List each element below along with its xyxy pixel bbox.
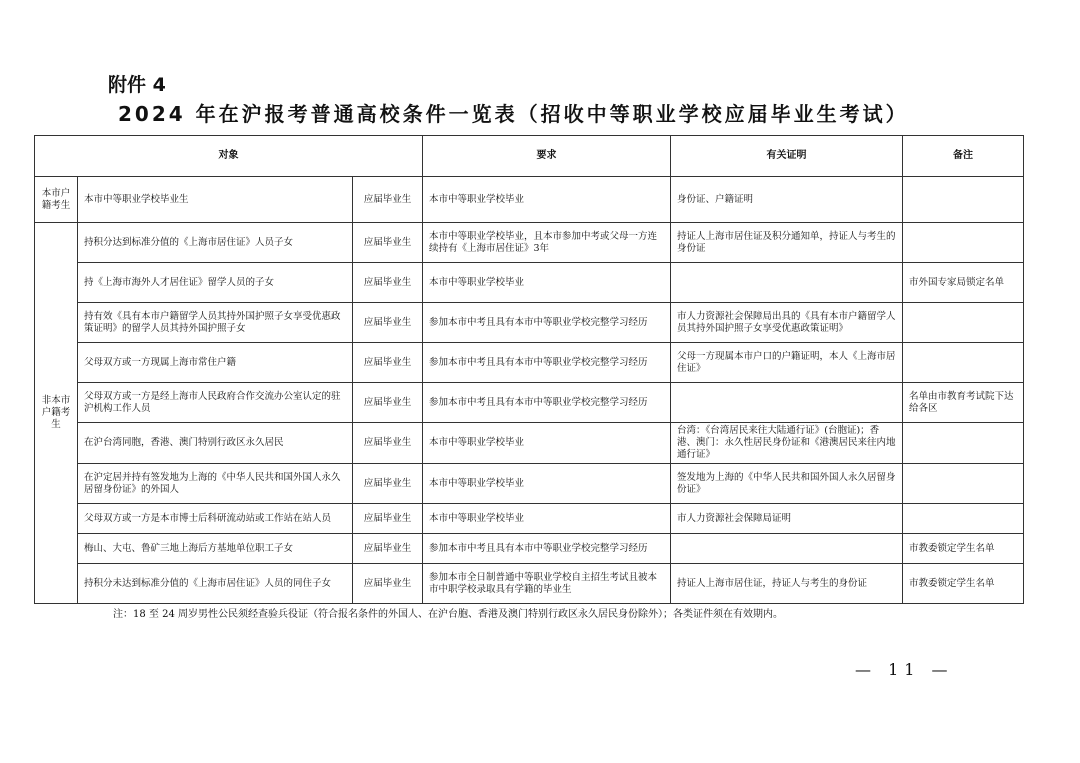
- cell-status: 应届毕业生: [353, 564, 423, 604]
- cell-requirement: 参加本市中考且具有本市中等职业学校完整学习经历: [423, 303, 671, 343]
- attachment-label: 附件 4: [108, 74, 166, 96]
- cell-target: 本市中等职业学校毕业生: [78, 177, 353, 223]
- page-number: — 11 —: [855, 660, 954, 679]
- cell-proof: 台湾：《台湾居民来往大陆通行证》(台胞证)；香港、澳门：永久性居民身份证和《港澳居民来往内地通行证》: [671, 423, 903, 464]
- cell-requirement: 本市中等职业学校毕业: [423, 504, 671, 534]
- table-row: [35, 534, 1024, 564]
- cell-status: 应届毕业生: [353, 343, 423, 383]
- cell-requirement: 本市中等职业学校毕业: [423, 423, 671, 464]
- cell-proof: 持证人上海市居住证，持证人与考生的身份证: [671, 564, 903, 604]
- table-row: [35, 223, 1024, 263]
- cell-remark: 市教委锁定学生名单: [903, 564, 1024, 604]
- cell-target: 父母双方或一方是本市博士后科研流动站或工作站在站人员: [78, 504, 353, 534]
- cell-proof: [671, 263, 903, 303]
- table-row: [35, 464, 1024, 504]
- cell-remark: [903, 177, 1024, 223]
- table-row: [35, 383, 1024, 423]
- cell-target: 父母双方或一方是经上海市人民政府合作交流办公室认定的驻沪机构工作人员: [78, 383, 353, 423]
- column-header-proof: 有关证明: [671, 136, 903, 177]
- conditions-table: [34, 135, 1024, 604]
- cell-requirement: 参加本市全日制普通中等职业学校自主招生考试且被本市中职学校录取具有学籍的毕业生: [423, 564, 671, 604]
- column-header-remark: 备注: [903, 136, 1024, 177]
- cell-proof: 持证人上海市居住证及积分通知单，持证人与考生的身份证: [671, 223, 903, 263]
- cell-target: 持积分未达到标准分值的《上海市居住证》人员的同住子女: [78, 564, 353, 604]
- cell-status: 应届毕业生: [353, 534, 423, 564]
- cell-proof: 市人力资源社会保障局出具的《具有本市户籍留学人员其持外国护照子女享受优惠政策证明》: [671, 303, 903, 343]
- cell-proof: 身份证、户籍证明: [671, 177, 903, 223]
- cell-remark: [903, 223, 1024, 263]
- table-row: [35, 564, 1024, 604]
- group-label-local: 本市户籍考生: [35, 177, 78, 223]
- cell-requirement: 参加本市中考且具有本市中等职业学校完整学习经历: [423, 534, 671, 564]
- cell-remark: 名单由市教育考试院下达给各区: [903, 383, 1024, 423]
- cell-status: 应届毕业生: [353, 223, 423, 263]
- table-row: [35, 303, 1024, 343]
- page-title: 2024 年在沪报考普通高校条件一览表（招收中等职业学校应届毕业生考试）: [118, 102, 909, 126]
- table-row: [35, 263, 1024, 303]
- table-header-row: [35, 136, 1024, 177]
- cell-status: 应届毕业生: [353, 303, 423, 343]
- cell-proof: 父母一方现属本市户口的户籍证明，本人《上海市居住证》: [671, 343, 903, 383]
- cell-proof: 市人力资源社会保障局证明: [671, 504, 903, 534]
- cell-proof: 签发地为上海的《中华人民共和国外国人永久居留身份证》: [671, 464, 903, 504]
- cell-proof: [671, 383, 903, 423]
- table-footnote: 注：18 至 24 周岁男性公民须经查验兵役证（符合报名条件的外国人、在沪台胞、香港及澳门特别行政区永久居民身份除外）；各类证件须在有效期内。: [113, 609, 783, 620]
- cell-remark: 市外国专家局锁定名单: [903, 263, 1024, 303]
- cell-requirement: 本市中等职业学校毕业: [423, 464, 671, 504]
- group-label-nonlocal: 非本市户籍考生: [35, 223, 78, 604]
- cell-remark: [903, 464, 1024, 504]
- cell-status: 应届毕业生: [353, 464, 423, 504]
- cell-requirement: 本市中等职业学校毕业，且本市参加中考或父母一方连续持有《上海市居住证》3年: [423, 223, 671, 263]
- cell-target: 持《上海市海外人才居住证》留学人员的子女: [78, 263, 353, 303]
- cell-target: 父母双方或一方现属上海市常住户籍: [78, 343, 353, 383]
- cell-requirement: 本市中等职业学校毕业: [423, 177, 671, 223]
- cell-status: 应届毕业生: [353, 423, 423, 464]
- column-header-target: 对象: [35, 136, 423, 177]
- cell-requirement: 本市中等职业学校毕业: [423, 263, 671, 303]
- cell-target: 梅山、大屯、鲁矿三地上海后方基地单位职工子女: [78, 534, 353, 564]
- cell-target: 在沪台湾同胞，香港、澳门特别行政区永久居民: [78, 423, 353, 464]
- cell-target: 在沪定居并持有签发地为上海的《中华人民共和国外国人永久居留身份证》的外国人: [78, 464, 353, 504]
- cell-remark: [903, 343, 1024, 383]
- cell-status: 应届毕业生: [353, 383, 423, 423]
- table-row: [35, 177, 1024, 223]
- cell-proof: [671, 534, 903, 564]
- cell-remark: [903, 504, 1024, 534]
- cell-requirement: 参加本市中考且具有本市中等职业学校完整学习经历: [423, 383, 671, 423]
- column-header-requirement: 要求: [423, 136, 671, 177]
- cell-remark: 市教委锁定学生名单: [903, 534, 1024, 564]
- cell-status: 应届毕业生: [353, 263, 423, 303]
- table-row: [35, 343, 1024, 383]
- table-row: [35, 423, 1024, 464]
- cell-remark: [903, 303, 1024, 343]
- cell-status: 应届毕业生: [353, 504, 423, 534]
- cell-target: 持有效《具有本市户籍留学人员其持外国护照子女享受优惠政策证明》的留学人员其持外国护照子女: [78, 303, 353, 343]
- cell-status: 应届毕业生: [353, 177, 423, 223]
- cell-remark: [903, 423, 1024, 464]
- cell-target: 持积分达到标准分值的《上海市居住证》人员子女: [78, 223, 353, 263]
- table-row: [35, 504, 1024, 534]
- cell-requirement: 参加本市中考且具有本市中等职业学校完整学习经历: [423, 343, 671, 383]
